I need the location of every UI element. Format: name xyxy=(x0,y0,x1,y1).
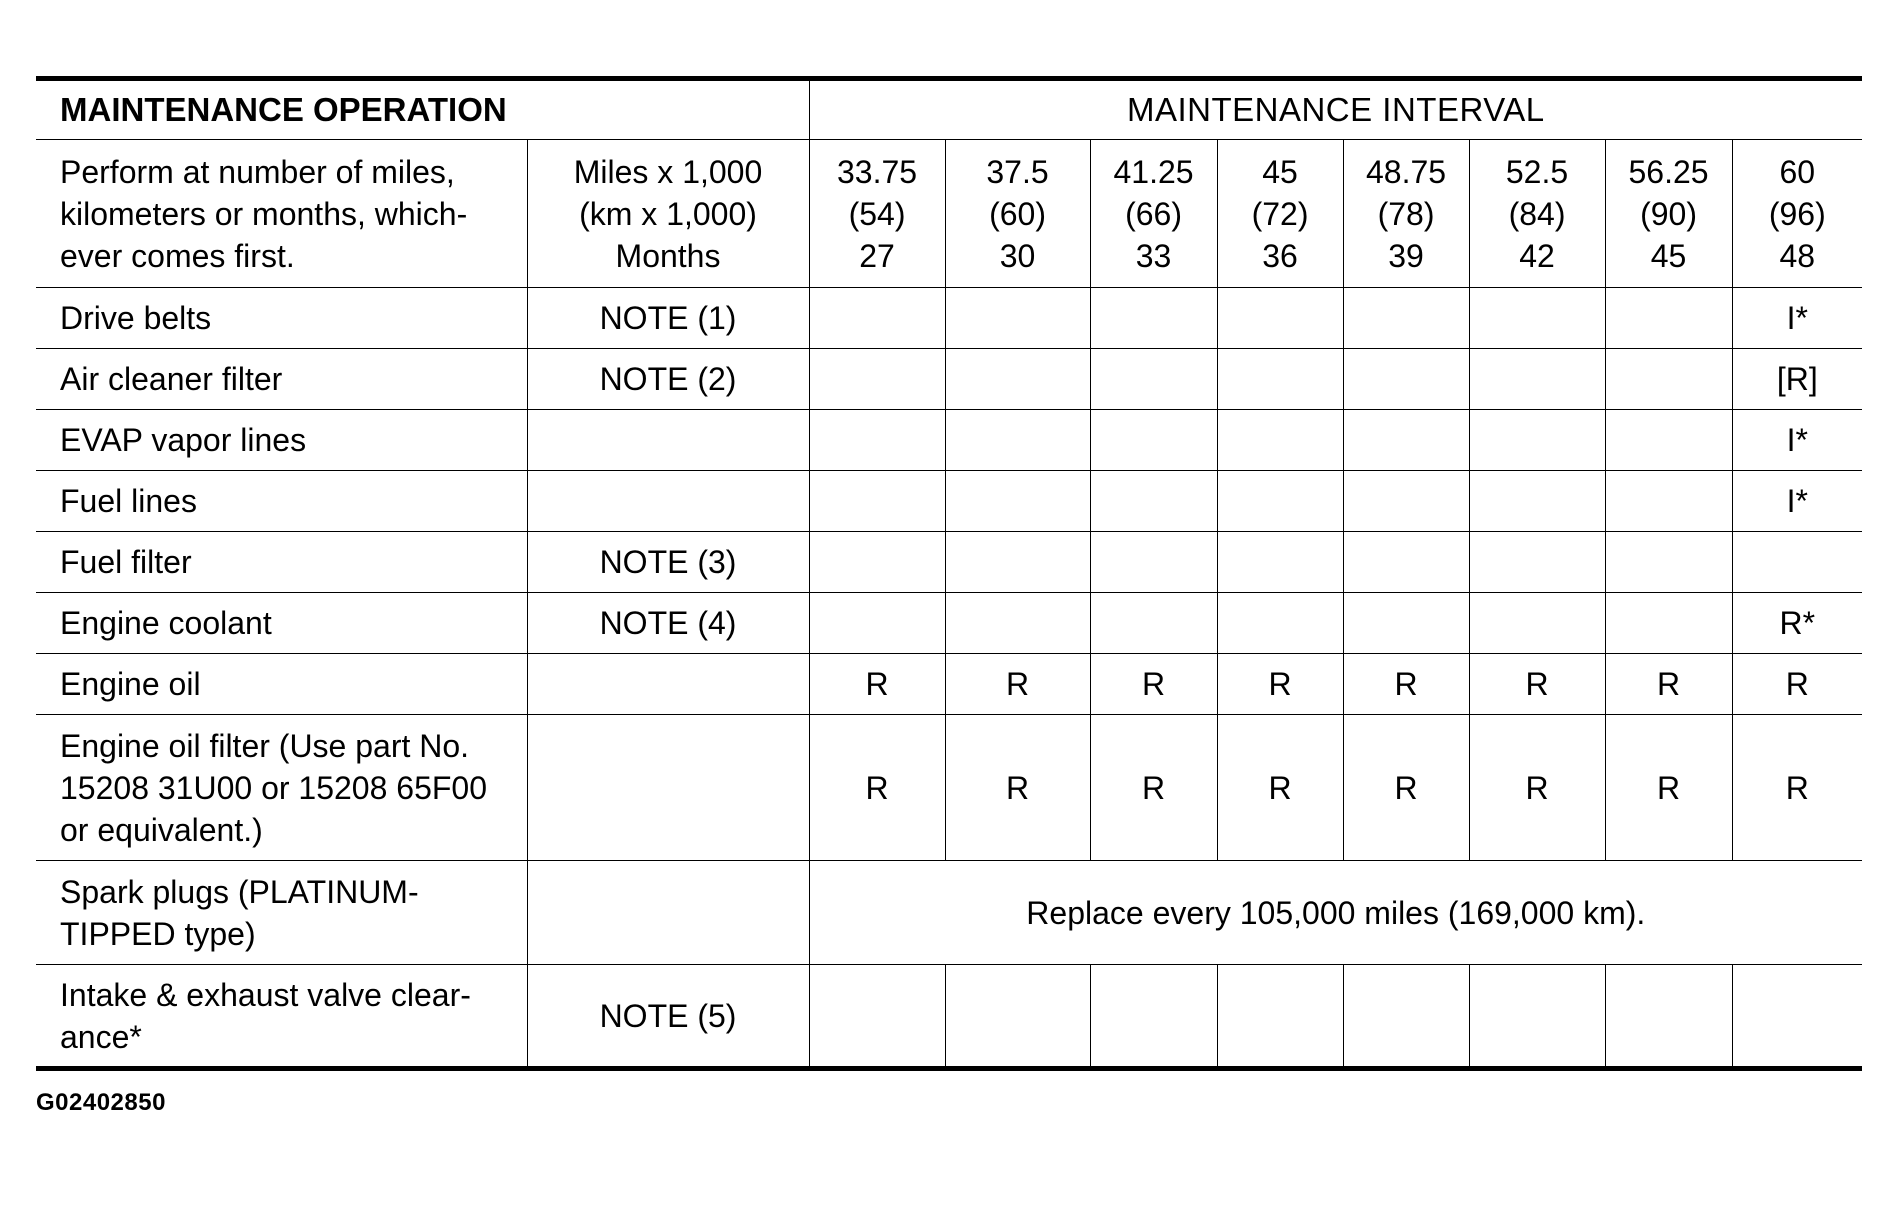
condition-line: Perform at number of miles, xyxy=(60,153,455,190)
operation-name: Drive belts xyxy=(36,288,527,349)
interval-column-header xyxy=(809,140,945,288)
interval-miles: 41.25 xyxy=(1113,153,1194,190)
note-cell xyxy=(527,861,809,965)
interval-miles: 37.5 xyxy=(986,153,1049,190)
interval-cell xyxy=(1469,288,1605,349)
interval-cell xyxy=(1217,593,1343,654)
unit-months: Months xyxy=(615,237,721,274)
interval-months: 30 xyxy=(999,237,1036,274)
interval-cell xyxy=(1090,593,1217,654)
operation-name xyxy=(36,715,527,861)
interval-cell xyxy=(1090,965,1217,1069)
interval-cell xyxy=(945,965,1090,1069)
note-cell: NOTE (5) xyxy=(527,965,809,1069)
interval-cell: R xyxy=(1217,654,1343,715)
interval-cell: R xyxy=(809,715,945,861)
table-row xyxy=(36,532,1862,593)
interval-cell: R xyxy=(1217,715,1343,861)
operation-name: Engine coolant xyxy=(36,593,527,654)
condition-row xyxy=(36,140,1862,288)
interval-cell xyxy=(1605,532,1732,593)
unit-label xyxy=(527,140,809,288)
operation-name: Fuel filter xyxy=(36,532,527,593)
interval-cell: R xyxy=(1090,715,1217,861)
note-cell: NOTE (2) xyxy=(527,349,809,410)
interval-cell: R xyxy=(1090,654,1217,715)
interval-cell xyxy=(1343,593,1469,654)
interval-months: 36 xyxy=(1262,237,1298,274)
interval-cell xyxy=(809,471,945,532)
unit-km: (km x 1,000) xyxy=(579,195,757,232)
interval-cell: I* xyxy=(1732,471,1862,532)
interval-cell xyxy=(945,288,1090,349)
note-cell: NOTE (1) xyxy=(527,288,809,349)
interval-column-header xyxy=(945,140,1090,288)
interval-cell xyxy=(1217,410,1343,471)
note-cell xyxy=(527,410,809,471)
interval-cell xyxy=(1732,965,1862,1069)
operation-name: EVAP vapor lines xyxy=(36,410,527,471)
note-cell xyxy=(527,654,809,715)
interval-cell xyxy=(1343,532,1469,593)
interval-cell xyxy=(1605,471,1732,532)
interval-cell xyxy=(1605,410,1732,471)
operation-line: 15208 31U00 or 15208 65F00 xyxy=(60,769,488,806)
interval-cell xyxy=(945,593,1090,654)
interval-cell xyxy=(809,349,945,410)
operation-line: TIPPED type) xyxy=(60,915,256,952)
interval-months: 33 xyxy=(1135,237,1172,274)
interval-cell: R xyxy=(1343,715,1469,861)
interval-cell xyxy=(1469,410,1605,471)
interval-cell xyxy=(1605,349,1732,410)
operation-name xyxy=(36,861,527,965)
interval-cell xyxy=(1469,471,1605,532)
interval-cell xyxy=(1469,965,1605,1069)
interval-cell xyxy=(1343,349,1469,410)
interval-cell xyxy=(1217,288,1343,349)
interval-cell xyxy=(1090,471,1217,532)
note-cell xyxy=(527,471,809,532)
table-row xyxy=(36,288,1862,349)
interval-months: 45 xyxy=(1650,237,1687,274)
interval-cell xyxy=(1217,532,1343,593)
interval-cell xyxy=(1343,410,1469,471)
interval-cell xyxy=(945,349,1090,410)
interval-km: (66) xyxy=(1125,195,1182,232)
interval-cell: R xyxy=(1605,654,1732,715)
interval-cell: R* xyxy=(1732,593,1862,654)
interval-column-header xyxy=(1217,140,1343,288)
interval-cell xyxy=(1732,532,1862,593)
interval-cell xyxy=(1217,349,1343,410)
interval-cell: R xyxy=(1469,715,1605,861)
interval-km: (72) xyxy=(1251,195,1309,232)
table-row xyxy=(36,965,1862,1069)
interval-column-header xyxy=(1090,140,1217,288)
interval-km: (78) xyxy=(1377,195,1435,232)
interval-cell xyxy=(809,965,945,1069)
interval-cell: R xyxy=(1343,654,1469,715)
interval-cell xyxy=(1090,349,1217,410)
interval-miles: 45 xyxy=(1262,153,1298,190)
interval-cell xyxy=(809,288,945,349)
table-row xyxy=(36,471,1862,532)
condition-line: ever comes first. xyxy=(60,237,295,274)
figure-id: G02402850 xyxy=(36,1089,166,1116)
table-row xyxy=(36,410,1862,471)
spark-plug-instruction: Replace every 105,000 miles (169,000 km). xyxy=(809,861,1862,965)
interval-miles: 33.75 xyxy=(836,153,918,190)
interval-months: 42 xyxy=(1519,237,1555,274)
note-cell: NOTE (4) xyxy=(527,593,809,654)
interval-column-header xyxy=(1469,140,1605,288)
operation-name: Fuel lines xyxy=(36,471,527,532)
interval-cell xyxy=(945,410,1090,471)
interval-column-header xyxy=(1605,140,1732,288)
interval-miles: 48.75 xyxy=(1365,153,1447,190)
interval-cell xyxy=(1343,965,1469,1069)
condition-text xyxy=(36,140,527,288)
interval-column-header xyxy=(1732,140,1862,288)
interval-cell xyxy=(945,471,1090,532)
interval-cell: [R] xyxy=(1732,349,1862,410)
interval-cell: R xyxy=(1732,654,1862,715)
unit-miles: Miles x 1,000 xyxy=(573,153,763,190)
table-row xyxy=(36,861,1862,965)
interval-cell xyxy=(1343,471,1469,532)
interval-cell xyxy=(809,593,945,654)
interval-cell xyxy=(1469,349,1605,410)
interval-months: 27 xyxy=(859,237,895,274)
interval-cell: I* xyxy=(1732,288,1862,349)
operation-name: Air cleaner filter xyxy=(36,349,527,410)
interval-cell xyxy=(1605,965,1732,1069)
interval-column-header xyxy=(1343,140,1469,288)
operation-line: Spark plugs (PLATINUM- xyxy=(60,873,419,910)
interval-miles: 52.5 xyxy=(1505,153,1569,190)
interval-cell: R xyxy=(1469,654,1605,715)
operation-line: Engine oil filter (Use part No. xyxy=(60,727,470,764)
header-row xyxy=(36,79,1862,140)
operation-name: Engine oil xyxy=(36,654,527,715)
interval-km: (84) xyxy=(1508,195,1566,232)
interval-km: (90) xyxy=(1640,195,1697,232)
interval-cell xyxy=(1605,288,1732,349)
interval-cell xyxy=(1605,593,1732,654)
interval-cell xyxy=(1217,965,1343,1069)
interval-months: 39 xyxy=(1388,237,1424,274)
table-row xyxy=(36,654,1862,715)
table-row xyxy=(36,715,1862,861)
interval-cell xyxy=(945,532,1090,593)
interval-cell xyxy=(809,532,945,593)
interval-cell: R xyxy=(809,654,945,715)
interval-cell xyxy=(1090,410,1217,471)
interval-cell xyxy=(809,410,945,471)
operation-header: MAINTENANCE OPERATION xyxy=(36,79,809,140)
interval-cell: R xyxy=(1605,715,1732,861)
interval-cell xyxy=(1469,593,1605,654)
interval-months: 48 xyxy=(1779,237,1816,274)
operation-name xyxy=(36,965,527,1069)
interval-cell: R xyxy=(945,715,1090,861)
table-row xyxy=(36,593,1862,654)
maintenance-schedule xyxy=(36,76,1862,1117)
operation-line: ance* xyxy=(60,1018,142,1055)
interval-cell: I* xyxy=(1732,410,1862,471)
operation-line: Intake & exhaust valve clear- xyxy=(60,976,471,1013)
interval-cell: R xyxy=(945,654,1090,715)
note-cell xyxy=(527,715,809,861)
interval-header: MAINTENANCE INTERVAL xyxy=(809,79,1862,140)
condition-line: kilometers or months, which- xyxy=(60,195,468,232)
interval-miles: 56.25 xyxy=(1628,153,1709,190)
interval-miles: 60 xyxy=(1779,153,1816,190)
interval-cell xyxy=(1343,288,1469,349)
interval-cell xyxy=(1090,532,1217,593)
interval-cell xyxy=(1469,532,1605,593)
interval-km: (96) xyxy=(1768,195,1826,232)
table-row xyxy=(36,349,1862,410)
operation-line: or equivalent.) xyxy=(60,811,263,848)
interval-cell: R xyxy=(1732,715,1862,861)
interval-cell xyxy=(1090,288,1217,349)
interval-cell xyxy=(1217,471,1343,532)
interval-km: (54) xyxy=(848,195,906,232)
note-cell: NOTE (3) xyxy=(527,532,809,593)
interval-km: (60) xyxy=(989,195,1046,232)
maintenance-table xyxy=(36,76,1862,1071)
